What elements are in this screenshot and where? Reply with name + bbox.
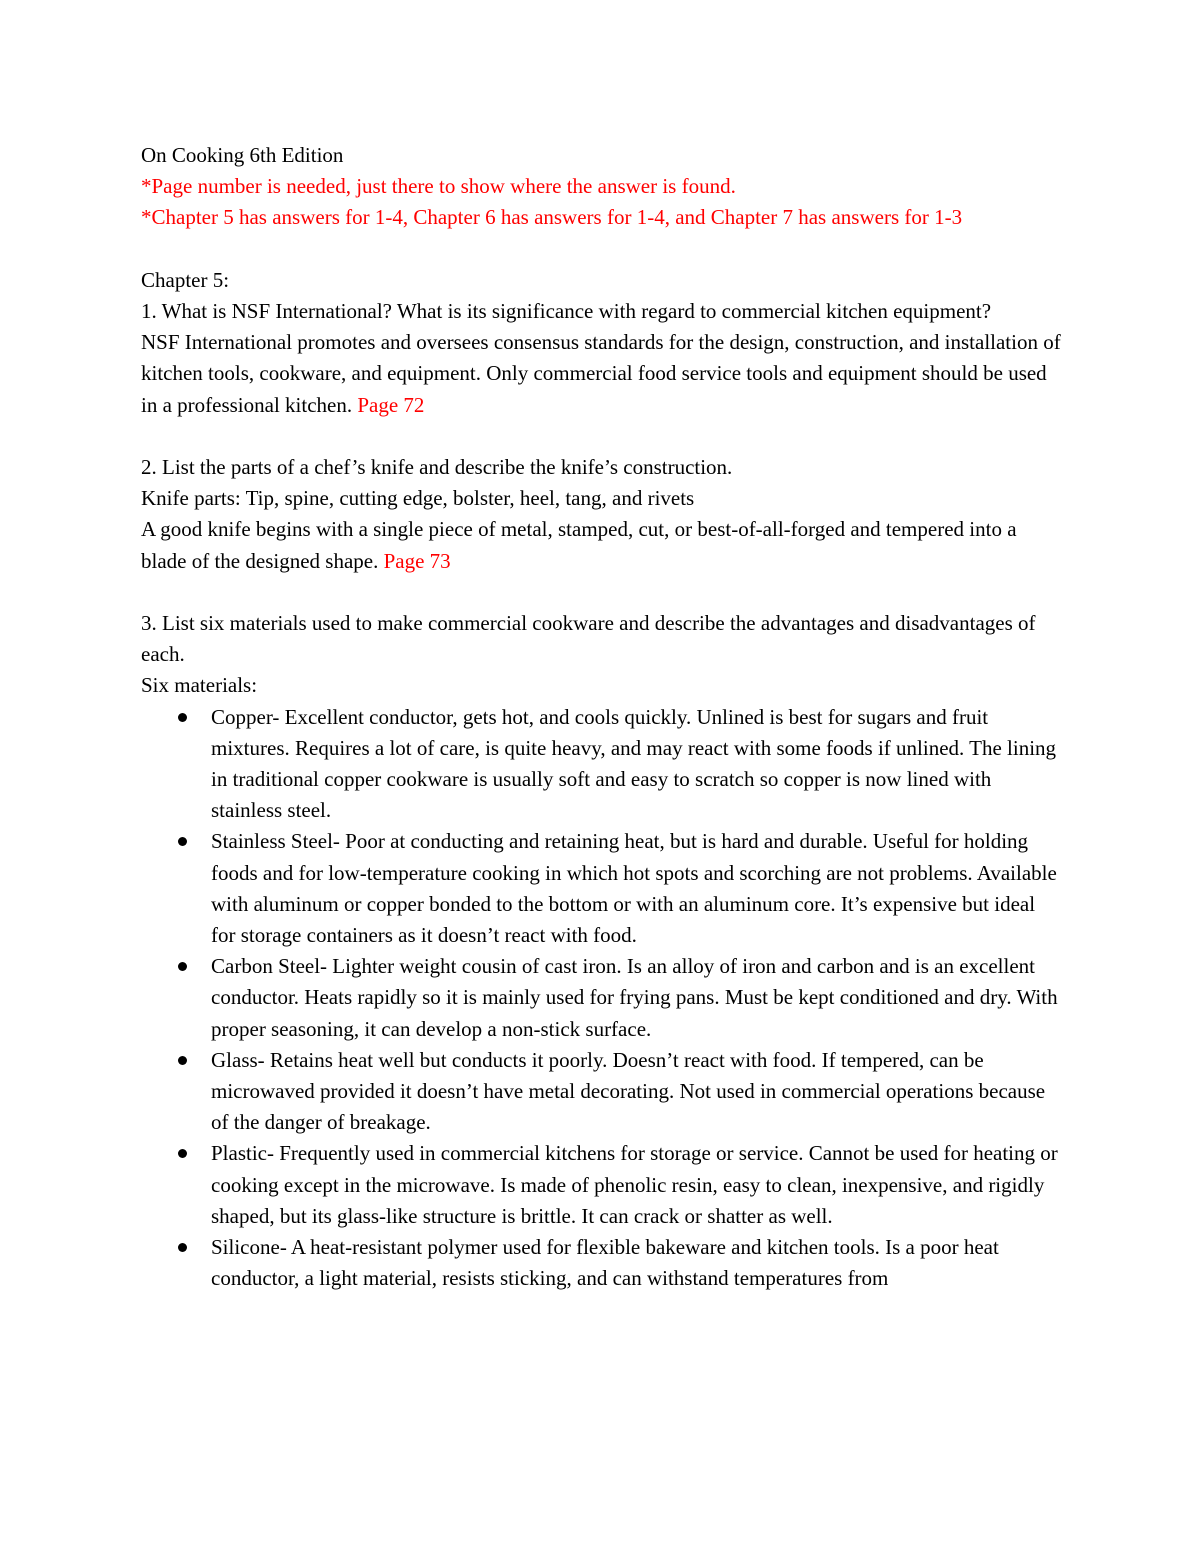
page-number-note: *Page number is needed, just there to show where the answer is found.	[141, 174, 736, 199]
material-stainless-steel: Stainless Steel- Poor at conducting and retaining heat, but is hard and durable. Useful for holding foods and for low-temperature cooking in which hot spots and scorching are not problems. Available with aluminum or copper bonded to the bottom or with an aluminum core. It’s expensive but ideal for storage containers as it doesn’t react with food.	[211, 829, 1057, 948]
document-body	[141, 140, 1061, 1294]
list-item	[141, 951, 1061, 1045]
bullet-icon	[178, 1056, 187, 1065]
material-copper: Copper- Excellent conductor, gets hot, and cools quickly. Unlined is best for sugars and fruit mixtures. Requires a lot of care, is quite heavy, and may react with some foods if unlined. The lining in traditional copper cookware is usually soft and easy to scratch so copper is now lined with stainless steel.	[211, 704, 1057, 823]
material-carbon-steel: Carbon Steel- Lighter weight cousin of cast iron. Is an alloy of iron and carbon and is an excellent conductor. Heats rapidly so it is mainly used for frying pans. Must be kept conditioned and dry. With proper seasoning, it can develop a non-stick surface.	[211, 954, 1058, 1041]
chapter-answers-note: *Chapter 5 has answers for 1-4, Chapter 6 has answers for 1-4, and Chapter 7 has answers for 1-3	[141, 205, 963, 230]
list-item	[141, 826, 1061, 951]
material-glass: Glass- Retains heat well but conducts it poorly. Doesn’t react with food. If tempered, can be microwaved provided it doesn’t have metal decorating. Not used in commercial operations because of the danger of breakage.	[211, 1047, 1046, 1135]
question-3: 3. List six materials used to make commercial cookware and describe the advantages and disadvantages of each.	[141, 611, 1036, 667]
list-item	[141, 1232, 1061, 1294]
chapter-heading: Chapter 5:	[141, 267, 230, 292]
material-silicone: Silicone- A heat-resistant polymer used for flexible bakeware and kitchen tools. Is a poor heat conductor, a light material, resists sticking, and can withstand temperatures from	[211, 1235, 999, 1291]
bullet-icon	[178, 1149, 187, 1158]
answer-2-text: A good knife begins with a single piece of metal, stamped, cut, or best-of-all-forged and tempered into a blade of the designed shape.	[141, 517, 1017, 573]
knife-parts: Knife parts: Tip, spine, cutting edge, bolster, heel, tang, and rivets	[141, 486, 695, 511]
spacer	[141, 234, 1061, 265]
bullet-icon	[178, 713, 187, 722]
list-item	[141, 702, 1061, 827]
bullet-icon	[178, 1243, 187, 1252]
answer-1	[141, 327, 1061, 421]
material-plastic: Plastic- Frequently used in commercial kitchens for storage or service. Cannot be used for heating or cooking except in the microwave. Is made of phenolic resin, easy to clean, inexpensive, and rigidly shaped, but its glass-like structure is brittle. It can crack or shatter as well.	[211, 1141, 1058, 1228]
page-reference-1: Page 72	[357, 392, 425, 417]
spacer	[141, 421, 1061, 452]
list-item	[141, 1045, 1061, 1139]
bullet-icon	[178, 962, 187, 971]
list-item	[141, 1138, 1061, 1232]
question-2: 2. List the parts of a chef’s knife and describe the knife’s construction.	[141, 455, 733, 479]
answer-1-text: NSF International promotes and oversees consensus standards for the design, construction, and installation of kitchen tools, cookware, and equipment. Only commercial food service tools and equipment should be used in a professional kitchen.	[141, 330, 1061, 417]
question-1: 1. What is NSF International? What is its significance with regard to commercial kitchen equipment?	[141, 299, 992, 323]
spacer	[141, 577, 1061, 608]
bullet-icon	[178, 837, 187, 846]
document-title: On Cooking 6th Edition	[141, 143, 344, 167]
page-reference-2: Page 73	[383, 548, 451, 573]
materials-intro: Six materials:	[141, 673, 258, 698]
answer-2	[141, 514, 1061, 576]
materials-list	[141, 702, 1061, 1295]
